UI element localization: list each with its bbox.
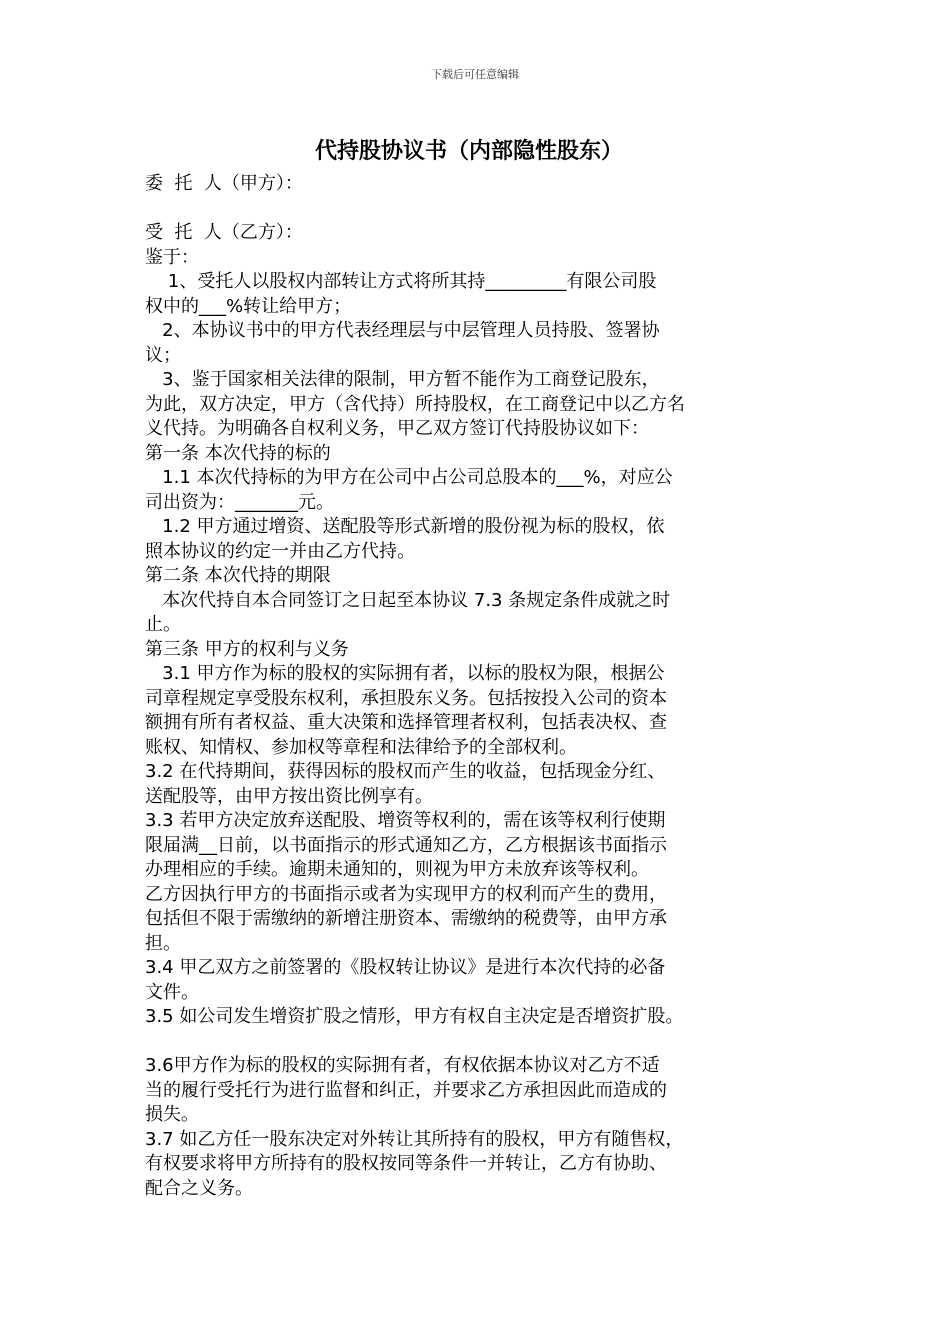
text-line: 为此，双方决定，甲方（含代持）所持股权，在工商登记中以乙方名: [145, 393, 685, 415]
text-line: 额拥有所有者权益、重大决策和选择管理者权利，包括表决权、查: [145, 712, 667, 733]
text-line: 止。: [145, 614, 181, 635]
text-line: 文件。: [145, 981, 199, 1003]
text-line: 3.6甲方作为标的股权的实际拥有者，有权依据本协议对乙方不适: [145, 1055, 660, 1076]
text-line: 3.3 若甲方决定放弃送配股、增资等权利的，需在该等权利行使期: [145, 810, 666, 831]
party-a-label: 委 托 人（甲方）：: [145, 173, 303, 194]
text-line: 3.4 甲乙双方之前签署的《股权转让协议》是进行本次代持的必备: [145, 957, 666, 978]
text-line: 乙方因执行甲方的书面指示或者为实现甲方的权利而产生的费用，: [145, 883, 667, 905]
text-line: 当的履行受托行为进行监督和纠正，并要求乙方承担因此而造成的: [145, 1079, 667, 1101]
text-line: 议；: [145, 344, 181, 366]
text-line: 鉴于：: [145, 246, 199, 268]
text-line: 账权、知情权、参加权等章程和法律给予的全部权利。: [145, 736, 577, 758]
text-line: 本次代持自本合同签订之日起至本协议 7.3 条规定条件成就之时: [145, 589, 671, 611]
text-line: 有权要求将甲方所持有的股权按同等条件一并转让，乙方有协助、: [145, 1153, 667, 1174]
text-line: 3.7 如乙方任一股东决定对外转让其所持有的股权，甲方有随售权，: [145, 1128, 684, 1150]
text-line: 司章程规定享受股东权利，承担股东义务。包括按投入公司的资本: [145, 687, 667, 709]
blank-line: [145, 197, 830, 222]
text-line: 1.2 甲方通过增资、送配股等形式新增的股份视为标的股权，依: [145, 516, 665, 537]
text-line: 3.5 如公司发生增资扩股之情形，甲方有权自主决定是否增资扩股。: [145, 1006, 684, 1027]
text-line: 3.1 甲方作为标的股权的实际拥有者，以标的股权为限，根据公: [145, 663, 665, 684]
text-line: 2、本协议书中的甲方代表经理层与中层管理人员持股、签署协: [145, 320, 660, 341]
party-b-label: 受 托 人（乙方）：: [145, 222, 303, 243]
text-line: 损失。: [145, 1104, 199, 1125]
text-line: 送配股等，由甲方按出资比例享有。: [145, 785, 433, 807]
text-line: 义代持。为明确各自权利义务，甲乙双方签订代持股协议如下：: [145, 418, 649, 439]
text-line: 1、受托人以股权内部转让方式将所其持_________有限公司股: [145, 271, 657, 292]
document-body: [145, 172, 830, 1201]
blank-line: [145, 1030, 830, 1055]
text-line: 3、鉴于国家相关法律的限制，甲方暂不能作为工商登记股东，: [145, 369, 660, 390]
text-line: 限届满__日前，以书面指示的形式通知乙方，乙方根据该书面指示: [145, 834, 667, 856]
text-line: 配合之义务。: [145, 1177, 253, 1199]
section-heading: 第二条 本次代持的期限: [145, 565, 331, 586]
text-line: 3.2 在代持期间，获得因标的股权而产生的收益，包括现金分红、: [145, 761, 666, 782]
header-note: 下载后可任意编辑: [431, 68, 519, 81]
text-line: 办理相应的手续。逾期未通知的，则视为甲方未放弃该等权利。: [145, 859, 649, 880]
document-title: 代持股协议书（内部隐性股东）: [314, 139, 623, 164]
text-line: 1.1 本次代持标的为甲方在公司中占公司总股本的___%，对应公: [145, 467, 673, 488]
text-line: 司出资为：_______元。: [145, 491, 334, 513]
text-line: 权中的___%转让给甲方；: [145, 295, 352, 317]
text-line: 担。: [145, 932, 181, 954]
section-heading: 第三条 甲方的权利与义务: [145, 638, 349, 660]
text-line: 包括但不限于需缴纳的新增注册资本、需缴纳的税费等，由甲方承: [145, 908, 667, 929]
section-heading: 第一条 本次代持的标的: [145, 442, 331, 464]
text-line: 照本协议的约定一并由乙方代持。: [145, 540, 415, 562]
